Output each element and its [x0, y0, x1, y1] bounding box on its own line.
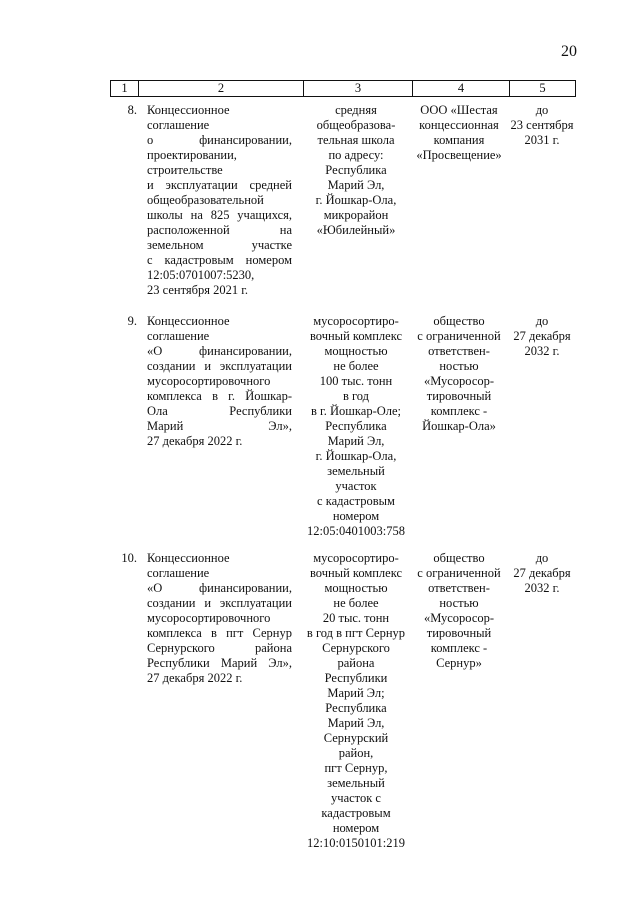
- concessionaire: [411, 314, 507, 434]
- header-col-5: 5: [539, 81, 546, 95]
- agreement-description-line: расположенной на: [147, 223, 292, 237]
- concessionaire-line: концессионная: [419, 118, 499, 132]
- concessionaire-line: Йошкар-Ола»: [422, 419, 496, 433]
- concession-object-line: не более: [333, 596, 379, 610]
- concession-object: [302, 103, 410, 238]
- concession-object-line: района: [337, 656, 375, 670]
- concession-object-line: Республики: [324, 671, 388, 685]
- concessionaire-line: комплекс -: [430, 404, 488, 418]
- concession-object-line: пгт Сернур,: [324, 761, 388, 775]
- agreement-description-line: и эксплуатации средней: [147, 178, 292, 192]
- concession-object-line: 100 тыс. тонн: [319, 374, 393, 388]
- concessionaire-line: ответствен-: [428, 344, 490, 358]
- agreement-term-line: 2031 г.: [524, 133, 560, 147]
- concession-object-line: вочный комплекс: [309, 329, 403, 343]
- agreement-description-line: с кадастровым номером: [147, 253, 292, 267]
- agreement-description: [147, 314, 292, 449]
- agreement-term-line: 2032 г.: [524, 344, 560, 358]
- concessionaire-line: Сернур»: [436, 656, 482, 670]
- agreement-term-line: до: [535, 103, 549, 117]
- header-col-2: 2: [139, 81, 304, 96]
- concessionaire: [411, 103, 507, 163]
- agreement-description-line: проектировании,: [147, 148, 237, 162]
- concession-object-line: с кадастровым: [317, 494, 395, 508]
- concession-object-line: номером: [332, 509, 380, 523]
- table-header: [110, 80, 576, 97]
- header-col-4: 4: [413, 81, 510, 96]
- concession-object-line: кадастровым: [321, 806, 391, 820]
- concession-object-line: микрорайон: [323, 208, 389, 222]
- agreement-description-line: 27 декабря 2022 г.: [147, 671, 243, 685]
- concession-object-line: «Юбилейный»: [316, 223, 396, 237]
- concession-object-line: Сернурский: [323, 731, 389, 745]
- concessionaire-line: ностью: [439, 596, 479, 610]
- concession-object: [302, 551, 410, 851]
- row-number: 10.: [121, 551, 137, 565]
- agreement-description-line: мусоросортировочного: [147, 611, 271, 625]
- concession-object-line: мусоросортиро-: [313, 551, 399, 565]
- concessionaire-line: ООО «Шестая: [420, 103, 498, 117]
- concession-object-line: не более: [333, 359, 379, 373]
- agreement-description-line: Республики Марий Эл»,: [147, 656, 292, 670]
- agreement-description-line: Сернурского района: [147, 641, 292, 655]
- header-col-1: 1: [111, 81, 139, 96]
- concessionaire-line: ответствен-: [428, 581, 490, 595]
- agreement-description-line: школы на 825 учащихся,: [147, 208, 292, 222]
- concession-object-line: район,: [338, 746, 374, 760]
- concession-object-line: Республика: [325, 419, 387, 433]
- concession-object-line: 20 тыс. тонн: [322, 611, 390, 625]
- concession-object-line: тельная школа: [317, 133, 395, 147]
- concession-object-line: в год: [342, 389, 370, 403]
- concession-object: [302, 314, 410, 539]
- agreement-description-line: соглашение: [147, 566, 210, 580]
- concessionaire-line: «Мусоросор-: [423, 611, 495, 625]
- agreement-term-line: 2032 г.: [524, 581, 560, 595]
- agreement-term: [508, 103, 576, 148]
- agreement-description-line: «О финансировании,: [147, 581, 292, 595]
- agreement-description-line: Концессионное: [147, 103, 230, 117]
- agreement-term-line: 27 декабря: [513, 566, 571, 580]
- concession-object-line: участок: [335, 479, 377, 493]
- concession-object-line: Марий Эл,: [327, 716, 385, 730]
- agreement-description-line: Концессионное: [147, 551, 230, 565]
- agreement-description-line: 12:05:0701007:5230,: [147, 268, 255, 282]
- agreement-description-line: строительстве: [147, 163, 223, 177]
- agreement-description-line: «О финансировании,: [147, 344, 292, 358]
- concession-object-line: Республика: [325, 701, 387, 715]
- agreement-description-line: создании и эксплуатации: [147, 596, 292, 610]
- agreement-term-line: до: [535, 314, 549, 328]
- agreement-description-line: земельном участке: [147, 238, 292, 252]
- concessionaire-line: с ограниченной: [417, 329, 501, 343]
- concession-object-line: мощностью: [324, 581, 388, 595]
- agreement-term-line: 27 декабря: [513, 329, 571, 343]
- agreement-term-line: до: [535, 551, 549, 565]
- agreement-description-line: комплекса в пгт Сернур: [147, 626, 292, 640]
- concession-object-line: мощностью: [324, 344, 388, 358]
- agreement-description-line: 23 сентября 2021 г.: [147, 283, 249, 297]
- concession-object-line: вочный комплекс: [309, 566, 403, 580]
- concessionaire-line: компания: [433, 133, 485, 147]
- agreement-term-line: 23 сентября: [510, 118, 574, 132]
- concessionaire: [411, 551, 507, 671]
- concession-object-line: в г. Йошкар-Оле;: [310, 404, 402, 418]
- page-number: 20: [561, 43, 577, 60]
- agreement-description-line: общеобразовательной: [147, 193, 264, 207]
- agreement-description: [147, 103, 292, 298]
- concession-object-line: в год в пгт Сернур: [306, 626, 406, 640]
- concessionaire-line: с ограниченной: [417, 566, 501, 580]
- agreement-description-line: мусоросортировочного: [147, 374, 271, 388]
- concession-object-line: Республика: [325, 163, 387, 177]
- agreement-description-line: Концессионное: [147, 314, 230, 328]
- header-col-3: 3: [304, 81, 413, 96]
- concessionaire-line: тировочный: [426, 389, 492, 403]
- concessionaire-line: ностью: [439, 359, 479, 373]
- agreement-description-line: соглашение: [147, 118, 210, 132]
- concessionaire-line: общество: [433, 314, 485, 328]
- concession-object-line: г. Йошкар-Ола,: [315, 449, 397, 463]
- agreement-description-line: создании и эксплуатации: [147, 359, 292, 373]
- row-number: 9.: [127, 314, 137, 328]
- concessionaire-line: тировочный: [426, 626, 492, 640]
- agreement-description-line: Марий Эл»,: [147, 419, 292, 433]
- agreement-description: [147, 551, 292, 686]
- concession-object-line: участок с: [331, 791, 381, 805]
- agreement-description-line: 27 декабря 2022 г.: [147, 434, 243, 448]
- agreement-description-line: о финансировании,: [147, 133, 292, 147]
- concession-object-line: земельный: [327, 776, 385, 790]
- concession-object-line: Марий Эл;: [327, 686, 385, 700]
- agreement-description-line: комплекса в г. Йошкар-: [147, 389, 292, 403]
- concession-object-line: Марий Эл,: [327, 434, 385, 448]
- concessionaire-line: «Мусоросор-: [423, 374, 495, 388]
- concession-object-line: общеобразова-: [316, 118, 396, 132]
- concessionaire-line: общество: [433, 551, 485, 565]
- concession-object-line: мусоросортиро-: [313, 314, 399, 328]
- row-number: 8.: [127, 103, 137, 117]
- concession-object-line: г. Йошкар-Ола,: [315, 193, 397, 207]
- agreement-term: [508, 314, 576, 359]
- concession-object-line: Марий Эл,: [327, 178, 385, 192]
- concession-object-line: по адресу:: [328, 148, 384, 162]
- concessionaire-line: комплекс -: [430, 641, 488, 655]
- concession-object-line: 12:10:0150101:219: [307, 836, 405, 850]
- concessionaire-line: «Просвещение»: [416, 148, 502, 162]
- agreement-description-line: Ола Республики: [147, 404, 292, 418]
- concession-object-line: 12:05:0401003:758: [307, 524, 405, 538]
- concession-object-line: номером: [332, 821, 380, 835]
- concession-object-line: земельный: [327, 464, 385, 478]
- concession-object-line: средняя: [335, 103, 377, 117]
- agreement-description-line: соглашение: [147, 329, 210, 343]
- concession-object-line: Сернурского: [322, 641, 390, 655]
- agreement-term: [508, 551, 576, 596]
